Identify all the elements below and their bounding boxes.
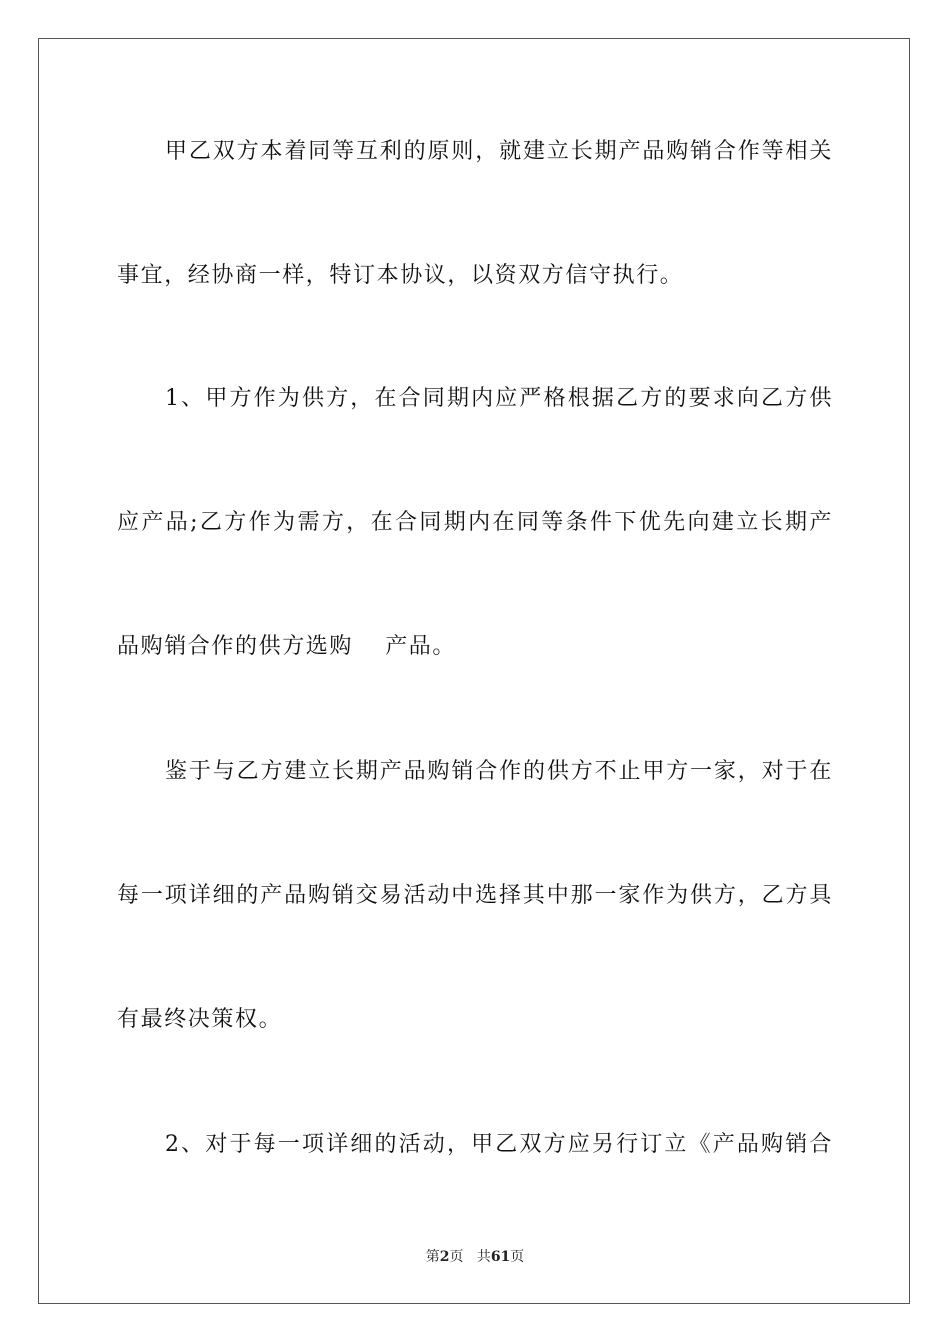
paragraph-1-line-2: 事宜，经协商一样，特订本协议，以资双方信守执行。 xyxy=(117,263,684,288)
footer-total-pages: 61 xyxy=(490,1249,511,1265)
page-border xyxy=(38,38,910,1304)
paragraph-3-line-3: 有最终决策权。 xyxy=(117,1007,283,1032)
footer-total-prefix: 共 xyxy=(476,1249,491,1265)
page-footer xyxy=(0,1248,950,1266)
paragraph-1-line-1: 甲乙双方本着同等互利的原则，就建立长期产品购销合作等相关 xyxy=(165,139,833,164)
paragraph-2-line-3: 品购销合作的供方选购 产品。 xyxy=(117,634,456,659)
footer-prefix: 第 xyxy=(425,1249,440,1265)
paragraph-4-line-1: 2、对于每一项详细的活动，甲乙双方应另行订立《产品购销合 xyxy=(165,1132,833,1157)
footer-current-page: 2 xyxy=(439,1249,450,1265)
paragraph-2-line-1: 1、甲方作为供方，在合同期内应严格根据乙方的要求向乙方供 xyxy=(165,386,833,411)
paragraph-3-line-1: 鉴于与乙方建立长期产品购销合作的供方不止甲方一家，对于在 xyxy=(165,759,833,784)
footer-page-unit: 页 xyxy=(449,1249,464,1265)
paragraph-2-line-2: 应产品;乙方作为需方，在合同期内在同等条件下优先向建立长期产 xyxy=(117,510,833,535)
paragraph-3-line-2: 每一项详细的产品购销交易活动中选择其中那一家作为供方，乙方具 xyxy=(117,883,833,908)
footer-total-unit: 页 xyxy=(510,1249,525,1265)
